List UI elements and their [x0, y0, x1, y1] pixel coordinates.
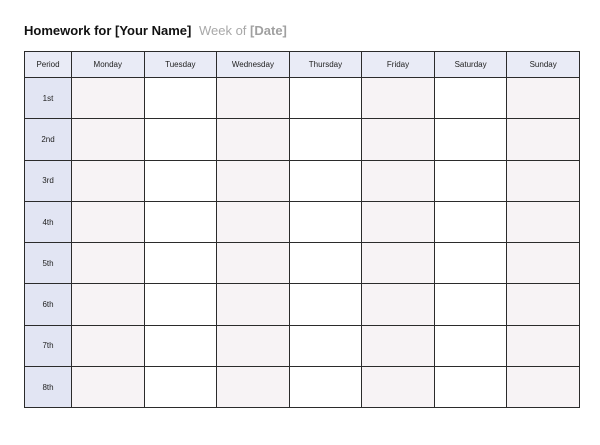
header-thursday: Thursday — [289, 52, 362, 78]
cell-saturday[interactable] — [434, 325, 507, 366]
cell-monday[interactable] — [72, 367, 145, 408]
cell-sunday[interactable] — [507, 160, 580, 201]
cell-tuesday[interactable] — [144, 325, 217, 366]
header-wednesday: Wednesday — [217, 52, 290, 78]
cell-wednesday[interactable] — [217, 325, 290, 366]
cell-thursday[interactable] — [289, 284, 362, 325]
cell-saturday[interactable] — [434, 78, 507, 119]
week-date: [Date] — [250, 23, 287, 38]
cell-wednesday[interactable] — [217, 119, 290, 160]
table-row — [25, 78, 580, 119]
cell-monday[interactable] — [72, 325, 145, 366]
table-row — [25, 201, 580, 242]
cell-thursday[interactable] — [289, 119, 362, 160]
cell-monday[interactable] — [72, 243, 145, 284]
header-tuesday: Tuesday — [144, 52, 217, 78]
header-friday: Friday — [362, 52, 435, 78]
cell-friday[interactable] — [362, 243, 435, 284]
header-saturday: Saturday — [434, 52, 507, 78]
header-row — [25, 52, 580, 78]
table-row — [25, 119, 580, 160]
cell-sunday[interactable] — [507, 243, 580, 284]
homework-table — [24, 51, 580, 408]
cell-thursday[interactable] — [289, 201, 362, 242]
cell-thursday[interactable] — [289, 367, 362, 408]
cell-tuesday[interactable] — [144, 284, 217, 325]
period-label: 2nd — [25, 119, 72, 160]
cell-monday[interactable] — [72, 119, 145, 160]
period-label: 4th — [25, 201, 72, 242]
cell-thursday[interactable] — [289, 243, 362, 284]
cell-wednesday[interactable] — [217, 243, 290, 284]
cell-tuesday[interactable] — [144, 367, 217, 408]
cell-wednesday[interactable] — [217, 78, 290, 119]
title-main: Homework for [Your Name] — [24, 23, 192, 38]
period-label: 7th — [25, 325, 72, 366]
page-title — [24, 22, 287, 40]
cell-tuesday[interactable] — [144, 160, 217, 201]
cell-saturday[interactable] — [434, 119, 507, 160]
cell-monday[interactable] — [72, 284, 145, 325]
cell-friday[interactable] — [362, 119, 435, 160]
cell-sunday[interactable] — [507, 325, 580, 366]
cell-wednesday[interactable] — [217, 284, 290, 325]
table-row — [25, 243, 580, 284]
cell-tuesday[interactable] — [144, 78, 217, 119]
cell-thursday[interactable] — [289, 160, 362, 201]
cell-tuesday[interactable] — [144, 201, 217, 242]
cell-monday[interactable] — [72, 78, 145, 119]
cell-wednesday[interactable] — [217, 160, 290, 201]
cell-friday[interactable] — [362, 325, 435, 366]
header-sunday: Sunday — [507, 52, 580, 78]
cell-saturday[interactable] — [434, 367, 507, 408]
period-label: 6th — [25, 284, 72, 325]
cell-saturday[interactable] — [434, 284, 507, 325]
header-period: Period — [25, 52, 72, 78]
cell-sunday[interactable] — [507, 367, 580, 408]
cell-friday[interactable] — [362, 284, 435, 325]
table-row — [25, 325, 580, 366]
table-row — [25, 367, 580, 408]
table-row — [25, 284, 580, 325]
cell-sunday[interactable] — [507, 119, 580, 160]
title-week — [199, 23, 287, 38]
period-label: 5th — [25, 243, 72, 284]
cell-monday[interactable] — [72, 160, 145, 201]
cell-friday[interactable] — [362, 367, 435, 408]
header-monday: Monday — [72, 52, 145, 78]
cell-tuesday[interactable] — [144, 243, 217, 284]
cell-sunday[interactable] — [507, 201, 580, 242]
cell-friday[interactable] — [362, 160, 435, 201]
week-prefix: Week of — [198, 23, 247, 38]
cell-saturday[interactable] — [434, 201, 507, 242]
cell-sunday[interactable] — [507, 284, 580, 325]
cell-monday[interactable] — [72, 201, 145, 242]
cell-thursday[interactable] — [289, 325, 362, 366]
cell-tuesday[interactable] — [144, 119, 217, 160]
cell-wednesday[interactable] — [217, 367, 290, 408]
cell-saturday[interactable] — [434, 160, 507, 201]
table-row — [25, 160, 580, 201]
period-label: 3rd — [25, 160, 72, 201]
period-label: 1st — [25, 78, 72, 119]
cell-wednesday[interactable] — [217, 201, 290, 242]
cell-thursday[interactable] — [289, 78, 362, 119]
cell-saturday[interactable] — [434, 243, 507, 284]
cell-friday[interactable] — [362, 78, 435, 119]
period-label: 8th — [25, 367, 72, 408]
cell-sunday[interactable] — [507, 78, 580, 119]
cell-friday[interactable] — [362, 201, 435, 242]
